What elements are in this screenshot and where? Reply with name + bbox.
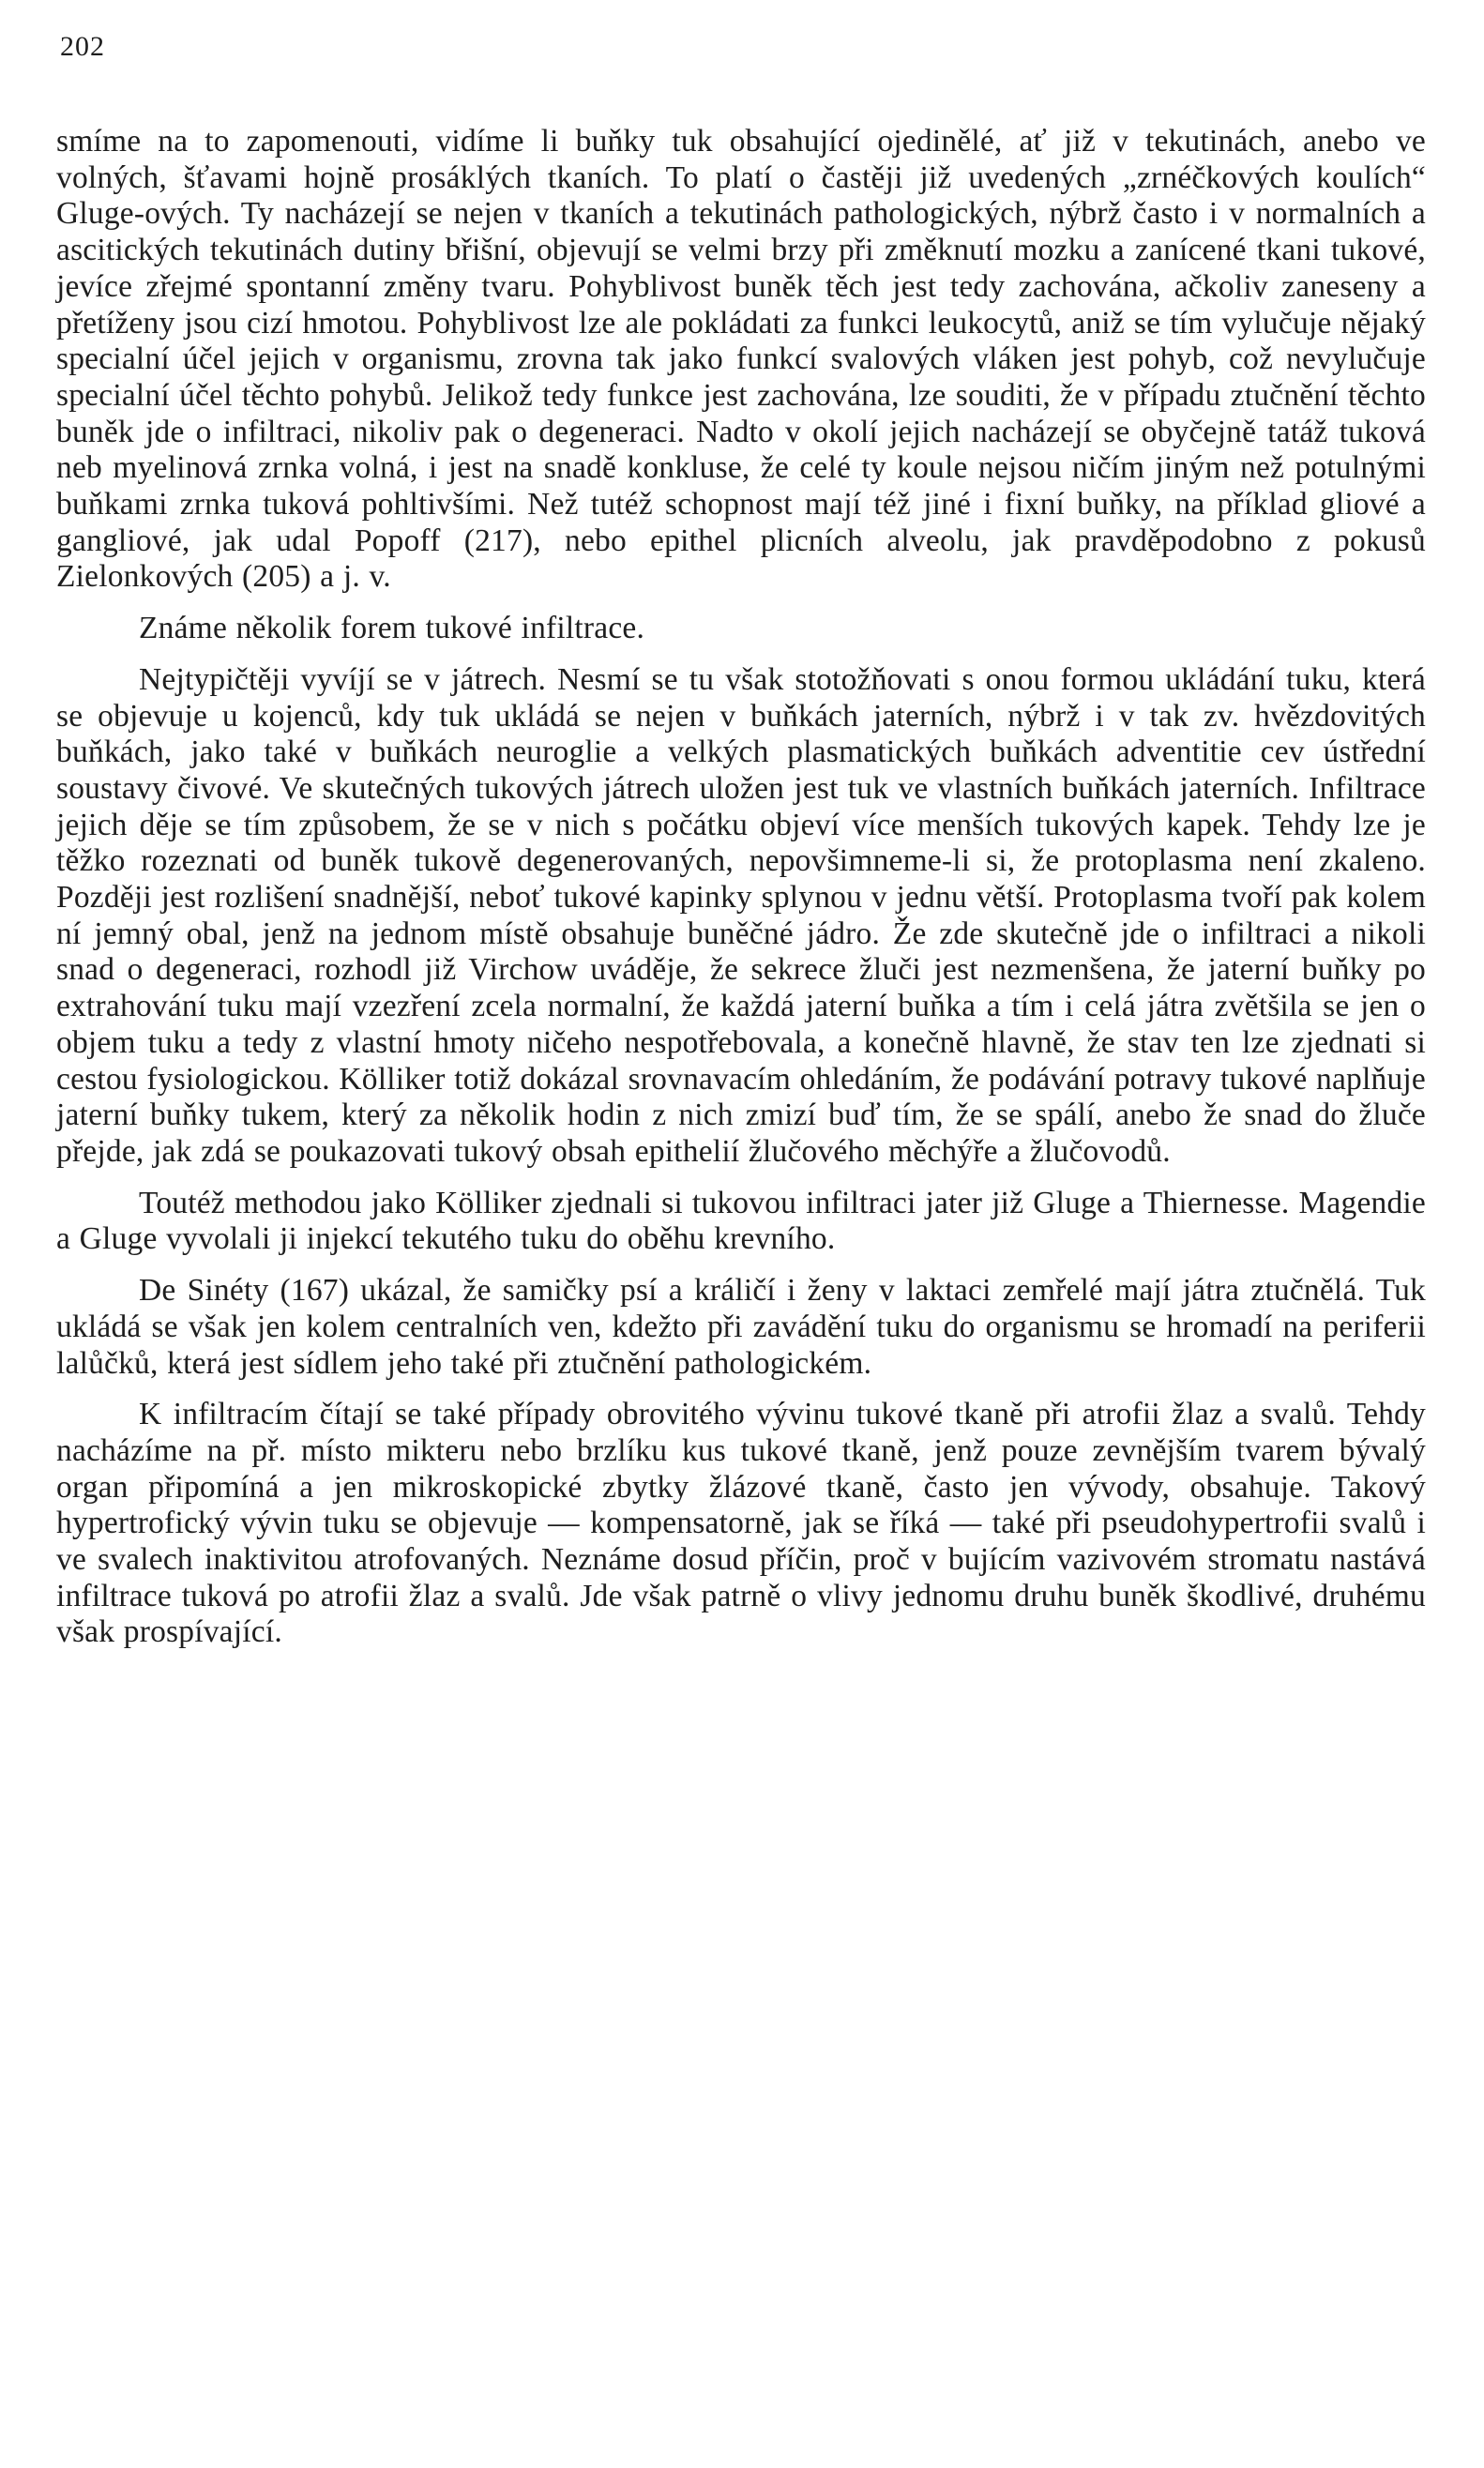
paragraph-1: smíme na to zapomenouti, vidíme li buňky tuk obsahující ojedinělé, ať již v tekutinách, anebo ve volných, šťavami hojně prosáklých tkaních. To platí o častěji již uvedených „zrnéčkových koulích“ Gluge-ových. Ty nacházejí se nejen v tkaních a tekutinách pathologických, nýbrž často i v normalních a ascitických tekutinách dutiny břišní, objevují se velmi brzy při změknutí mozku a zanícené tkani tukové, jevíce zřejmé spontanní změny tvaru. Pohyblivost buněk těch jest tedy zachována, ačkoliv zaneseny a přetíženy jsou cizí hmotou. Pohyblivost lze ale pokládati za funkci leukocytů, aniž se tím vylučuje nějaký specialní účel jejich v organismu, zrovna tak jako funkcí svalových vláken jest pohyb, což nevylučuje specialní účel těchto pohybů. Jelikož tedy funkce jest zachována, lze souditi, že v případu ztučnění těchto buněk jde o infiltraci, nikoliv pak o degeneraci. Nadto v okolí jejich nacházejí se obyčejně tatáž tuková neb myelinová zrnka volná, i jest na snadě konkluse, že celé ty koule nejsou ničím jiným než potulnými buňkami zrnka tuková pohltivšími. Než tutéž schopnost mají též jiné i fixní buňky, na příklad gliové a gangliové, jak udal Popoff (217), nebo epithel plicních alveolu, jak pravděpodobno z pokusů Zielonkových (205) a j. v. xyxy=(56,124,1426,595)
page-number: 202 xyxy=(60,31,105,62)
paragraph-6: K infiltracím čítají se také případy obrovitého vývinu tukové tkaně při atrofii žlaz a svalů. Tehdy nacházíme na př. místo mikteru nebo brzlíku kus tukové tkaně, jenž pouze zevnějším tvarem bývalý organ připomíná a jen mikroskopické zbytky žlázové tkaně, často jen vývody, obsahuje. Takový hypertrofický vývin tuku se objevuje — kompensatorně, jak se říká — také při pseudohypertrofii svalů i ve svalech inaktivitou atrofovaných. Neznáme dosud příčin, proč v bujícím vazivovém stromatu nastává infiltrace tuková po atrofii žlaz a svalů. Jde však patrně o vlivy jednomu druhu buněk škodlivé, druhému však prospívající. xyxy=(56,1397,1426,1650)
paragraph-gap xyxy=(56,647,1426,662)
paragraph-gap xyxy=(56,596,1426,611)
paragraph-4: Toutéž methodou jako Kölliker zjednali si tukovou infiltraci jater již Gluge a Thiernesse. Magendie a Gluge vyvolali ji injekcí tekutého tuku do oběhu krevního. xyxy=(56,1185,1426,1257)
paragraph-5: De Sinéty (167) ukázal, že samičky psí a králičí i ženy v laktaci zemřelé mají játra ztučnělá. Tuk ukládá se však jen kolem centralních ven, kdežto při zavádění tuku do organismu se hromadí na periferii lalůčků, která jest sídlem jeho také při ztučnění pathologickém. xyxy=(56,1273,1426,1381)
book-page xyxy=(56,28,1426,1651)
page-body xyxy=(56,124,1426,1651)
paragraph-2: Známe několik forem tukové infiltrace. xyxy=(139,611,645,646)
paragraph-gap xyxy=(56,1171,1426,1186)
paragraph-gap xyxy=(56,1258,1426,1273)
paragraph-3: Nejtypičtěji vyvíjí se v játrech. Nesmí se tu však stotožňovati s onou formou ukládání tuku, která se objevuje u kojenců, kdy tuk ukládá se nejen v buňkách jaterních, nýbrž i v tak zv. hvězdovitých buňkách, jako také v buňkách neuroglie a velkých plasmatických buňkách adventitie cev ústřední soustavy čivové. Ve skutečných tukových játrech uložen jest tuk ve vlastních buňkách jaterních. Infiltrace jejich děje se tím způsobem, že se v nich s počátku objeví více menších tukových kapek. Tehdy lze je těžko rozeznati od buněk tukově degenerovaných, nepovšimneme-li si, že protoplasma není zkaleno. Později jest rozlišení snadnější, neboť tukové kapinky splynou v jednu větší. Protoplasma tvoří pak kolem ní jemný obal, jenž na jednom místě obsahuje buněčné jádro. Že zde skutečně jde o infiltraci a nikoli snad o degeneraci, rozhodl již Virchow uváděje, že sekrece žluči jest nezmenšena, že jaterní buňky po extrahování tuku mají vzezření zcela normalní, že každá jaterní buňka a tím i celá játra zvětšila se jen o objem tuku a tedy z vlastní hmoty ničeho nespotřebovala, a konečně hlavně, že stav ten lze zjednati si cestou fysiologickou. Kölliker totiž dokázal srovnavacím ohledáním, že podávání potravy tukové naplňuje jaterní buňky tukem, který za několik hodin z nich zmizí buď tím, že se spálí, anebo že snad do žluče přejde, jak zdá se poukazovati tukový obsah epithelií žlučového měchýře a žlučovodů. xyxy=(56,661,1426,1169)
paragraph-gap xyxy=(56,1382,1426,1397)
